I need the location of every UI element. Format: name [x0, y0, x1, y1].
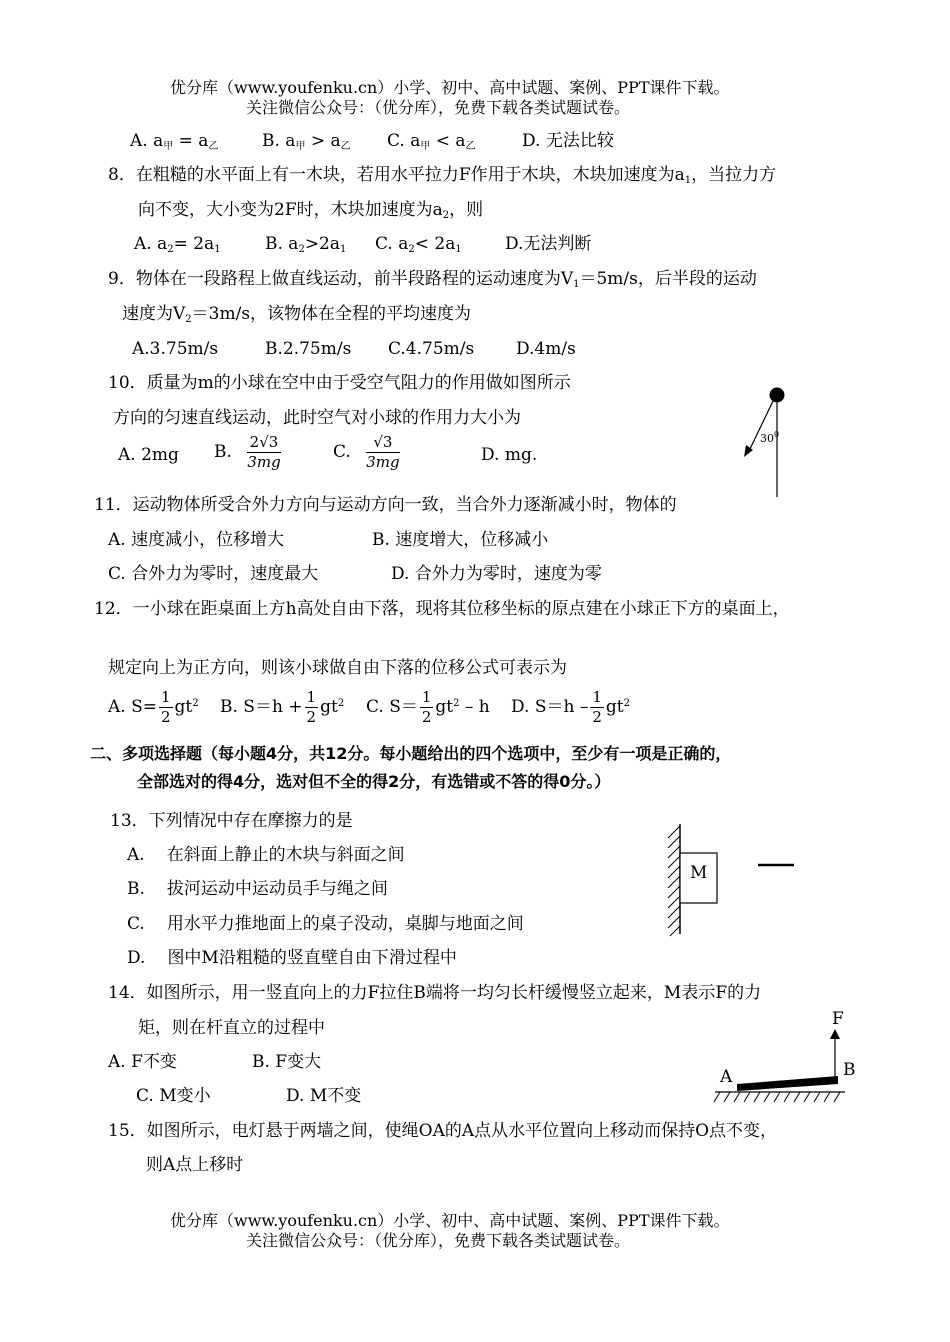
q14-option-b: B. F变大 — [252, 1052, 322, 1072]
q14-stem-line2: 矩，则在杆直立的过程中 — [138, 1018, 325, 1038]
force-f-arrowhead — [830, 1029, 840, 1039]
q10-option-d: D. mg. — [481, 445, 538, 465]
q7-option-b: B. $a_甲 > a_乙$ — [262, 131, 351, 152]
q11-option-a: A. 速度减小，位移增大 — [108, 530, 285, 550]
q11-option-b: B. 速度增大，位移减小 — [372, 530, 549, 550]
q7-option-d: D. 无法比较 — [522, 131, 614, 151]
q12-stem-line1: 12．一小球在距桌面上方h高处自由下落，现将其位移坐标的原点建在小球正下方的桌面上， — [94, 599, 790, 619]
section2-heading-line1: 二、多项选择题（每小题4分，共12分。每小题给出的四个选项中，至少有一项是正确的， — [90, 744, 732, 763]
q8-stem-line1: 8．在粗糙的水平面上有一木块，若用水平拉力F作用于木块，木块加速度为$a_1$，当拉力方 — [108, 165, 777, 186]
q9-stem-line2: 速度为$V_2=3m/s$，该物体在全程的平均速度为 — [122, 304, 472, 325]
q14-option-c: C. M变小 — [136, 1086, 211, 1106]
q10-option-a: A. 2mg — [118, 445, 179, 465]
q8-option-c: C. $a_2< 2a_1$ — [375, 234, 462, 255]
q14-label-a: A — [720, 1067, 733, 1087]
q14-label-b: B — [843, 1060, 856, 1080]
q11-stem: 11．运动物体所受合外力方向与运动方向一致，当合外力逐渐减小时，物体的 — [94, 495, 677, 515]
q15-stem-line1: 15．如图所示，电灯悬于两墙之间，使绳OA的A点从水平位置向上移动而保持O点不变， — [108, 1121, 778, 1141]
q9-stem-line1: 9．物体在一段路程上做直线运动，前半段路程的运动速度为$V_1=5m/s$，后半段的运动 — [108, 269, 757, 290]
q13-stem: 13．下列情况中存在摩擦力的是 — [110, 811, 353, 831]
q8-stem-line2: 向不变，大小变为2F时，木块加速度为$a_2$，则 — [138, 200, 484, 221]
q10-option-b: B. $\frac{2√3}{3mg}$ — [214, 433, 281, 471]
q7-option-a: A. $a_甲 = a_乙$ — [130, 131, 219, 152]
wall-hatching — [668, 826, 680, 936]
q12-option-d: D. S＝h – $\frac{1}{2}$ $gt^2$ — [511, 688, 630, 726]
q8-option-a: A. $a_2= 2a_1$ — [134, 234, 221, 255]
q13-block-label: M — [690, 863, 708, 883]
page-header-line1: 优分库（www.youfenku.cn）小学、初中、高中试题、案例、PPT课件下载。 — [170, 78, 730, 97]
q12-stem-line2: 规定向上为正方向，则该小球做自由下落的位移公式可表示为 — [108, 658, 567, 678]
q8-option-b: B. $a_2>2a_1$ — [265, 234, 347, 255]
q13-option-b: B. 拔河运动中运动员手与绳之间 — [127, 879, 388, 899]
q8-option-d: D.无法判断 — [505, 234, 592, 254]
q13-option-d: D. 图中M沿粗糙的竖直壁自由下滑过程中 — [127, 948, 457, 968]
ground-hatching — [714, 1092, 840, 1102]
q14-stem-line1: 14．如图所示，用一竖直向上的力F拉住B端将一均匀长杆缓慢竖立起来，M表示F的力 — [108, 983, 762, 1003]
q9-option-a: A.3.75m/s — [132, 339, 219, 359]
q14-option-d: D. M不变 — [286, 1086, 362, 1106]
q11-option-d: D. 合外力为零时，速度为零 — [391, 564, 602, 584]
q12-option-b: B. S＝h + $\frac{1}{2}$ $gt^2$ — [220, 688, 345, 726]
q15-stem-line2: 则A点上移时 — [146, 1155, 244, 1175]
q9-option-b: B.2.75m/s — [265, 339, 352, 359]
q12-option-a: A. S= $\frac{1}{2}$ $gt^2$ — [108, 688, 199, 726]
q10-angle-label: $30^0$ — [760, 430, 780, 445]
q7-option-c: C. $a_甲 < a_乙$ — [387, 131, 476, 152]
ball — [770, 388, 785, 403]
q10-option-c: C. $\frac{√3}{3mg}$ — [333, 433, 400, 471]
q14-label-f: F — [832, 1009, 844, 1029]
q9-option-d: D.4m/s — [516, 339, 576, 359]
section2-heading-line2: 全部选对的得4分，选对但不全的得2分，有选错或不答的得0分。） — [137, 772, 611, 791]
q14-option-a: A. F不变 — [108, 1052, 177, 1072]
uniform-rod — [737, 1076, 838, 1091]
page-footer-line2: 关注微信公众号：（优分库），免费下载各类试题试卷。 — [246, 1231, 631, 1250]
q10-stem-line1: 10．质量为m的小球在空中由于受空气阻力的作用做如图所示 — [108, 373, 571, 393]
q10-stem-line2: 方向的匀速直线运动，此时空气对小球的作用力大小为 — [113, 408, 521, 428]
q11-option-c: C. 合外力为零时，速度最大 — [108, 564, 319, 584]
q13-wall-figure — [660, 822, 800, 937]
q9-option-c: C.4.75m/s — [388, 339, 475, 359]
q12-option-c: C. S＝ $\frac{1}{2}$ $gt^2$ – h — [366, 688, 490, 726]
page-header-line2: 关注微信公众号：（优分库），免费下载各类试题试卷。 — [246, 98, 631, 117]
q13-option-a: A. 在斜面上静止的木块与斜面之间 — [127, 845, 405, 865]
q13-option-c: C. 用水平力推地面上的桌子没动，桌脚与地面之间 — [127, 914, 524, 934]
page-footer-line1: 优分库（www.youfenku.cn）小学、初中、高中试题、案例、PPT课件下载。 — [170, 1211, 730, 1230]
